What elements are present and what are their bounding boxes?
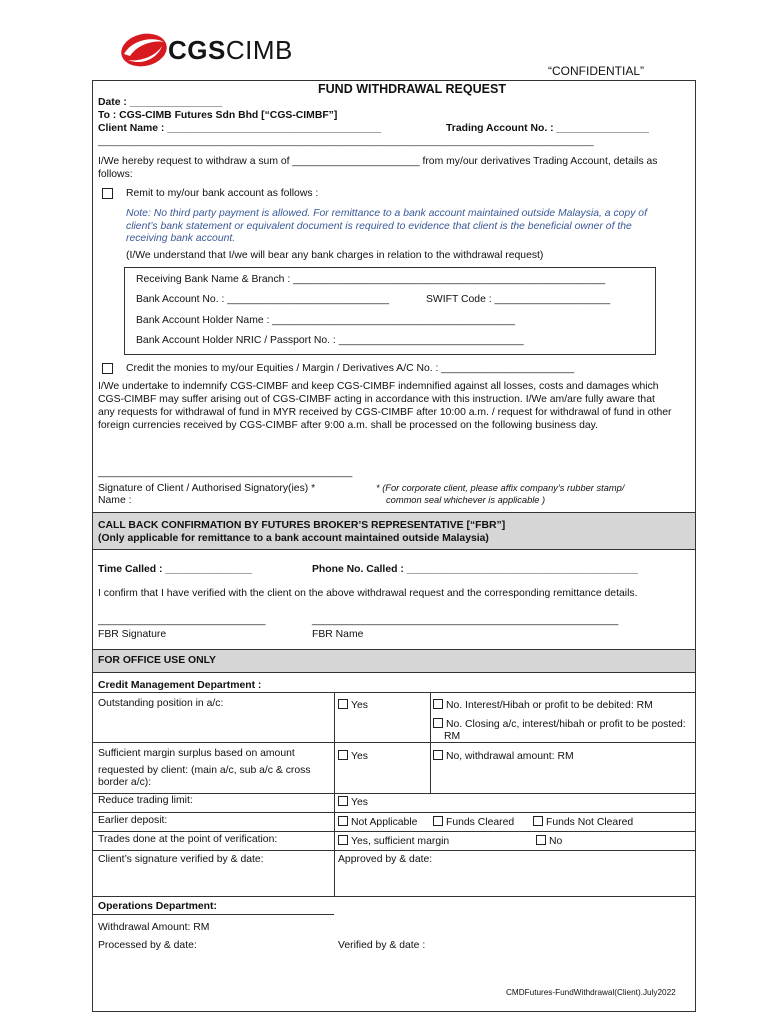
indemnity-line-3: any requests for withdrawal of fund in MYR received by CGS-CIMBF after 10:00 a.m. / request for withdrawal of fund in other: [98, 407, 672, 418]
operations-dept-title: Operations Department:: [98, 901, 217, 912]
form-code-footer: CMDFutures-FundWithdrawal(Client).July2022: [506, 988, 676, 997]
outstanding-label: Outstanding position in a/c:: [98, 698, 224, 709]
outstanding-no-closing[interactable]: [433, 718, 686, 730]
indemnity-line-2: CGS-CIMBF may suffer arising out of CGS-CIMBF acting in accordance with this instruction. I/We am/are fully aware that: [98, 394, 655, 405]
outstanding-yes-checkbox[interactable]: [338, 699, 348, 709]
to-line: To : CGS-CIMB Futures Sdn Bhd [“CGS-CIMBF”]: [98, 110, 338, 121]
trades-yes-sufficient[interactable]: [338, 835, 449, 847]
outstanding-no-interest[interactable]: [433, 699, 653, 711]
sig-verified-label: Client’s signature verified by & date:: [98, 854, 264, 865]
deposit-not-applicable[interactable]: [338, 816, 417, 828]
callback-subtitle: (Only applicable for remittance to a bank account maintained outside Malaysia): [98, 533, 489, 544]
verified-by-label: Verified by & date :: [338, 940, 426, 951]
note-line-3: receiving bank account.: [126, 233, 236, 244]
processed-by-label: Processed by & date:: [98, 940, 197, 951]
funds-cleared-label: Funds Cleared: [446, 817, 515, 828]
fbr-signature-label: FBR Signature: [98, 629, 167, 640]
swift-code-field[interactable]: SWIFT Code : ____________________: [426, 294, 611, 305]
phone-called-field[interactable]: Phone No. Called : ________________________________________: [312, 564, 638, 575]
remit-option-label: Remit to my/our bank account as follows :: [126, 188, 319, 199]
no-closing-label: No. Closing a/c, interest/hibah or profit to be posted:: [446, 719, 686, 730]
trades-no-checkbox[interactable]: [536, 835, 546, 845]
margin-yes-label: Yes: [351, 751, 368, 762]
credit-dept-title: Credit Management Department :: [98, 680, 262, 691]
corporate-note-2: common seal whichever is applicable ): [386, 495, 546, 505]
reduce-limit-label: Reduce trading limit:: [98, 795, 193, 806]
fbr-name-label: FBR Name: [312, 629, 364, 640]
fbr-confirmation: I confirm that I have verified with the client on the above withdrawal request and the corresponding remittance details.: [98, 588, 638, 599]
reduce-limit-yes[interactable]: [338, 796, 368, 808]
reduce-limit-yes-label: Yes: [351, 797, 368, 808]
no-interest-checkbox[interactable]: [433, 699, 443, 709]
note-line-2: client’s bank statement or equivalent document is required to evidence that client is the beneficial owner of the: [126, 221, 632, 232]
holder-nric-field[interactable]: Bank Account Holder NRIC / Passport No. : ________________________________: [136, 335, 524, 346]
approved-by-label: Approved by & date:: [338, 854, 433, 865]
bank-account-field[interactable]: Bank Account No. : ____________________________: [136, 294, 390, 305]
trades-no[interactable]: [536, 835, 562, 847]
trades-done-label: Trades done at the point of verification:: [98, 834, 278, 845]
withdraw-amount-field[interactable]: I/We hereby request to withdraw a sum of ______________________ from my/our derivatives Trading Account, details as: [98, 156, 658, 167]
outstanding-yes[interactable]: [338, 699, 368, 711]
separator: _________________________________________________________________________________________________: [98, 136, 594, 146]
not-applicable-checkbox[interactable]: [338, 816, 348, 826]
date-field[interactable]: Date : ________________: [98, 97, 223, 108]
margin-yes[interactable]: [338, 750, 368, 762]
trades-yes-checkbox[interactable]: [338, 835, 348, 845]
intro-follows: follows:: [98, 169, 133, 180]
signature-line[interactable]: ____________________________________________: [98, 467, 353, 478]
trades-no-label: No: [549, 836, 563, 847]
remit-checkbox[interactable]: [102, 188, 113, 199]
earlier-deposit-label: Earlier deposit:: [98, 815, 168, 826]
office-use-title: FOR OFFICE USE ONLY: [98, 655, 216, 666]
outstanding-yes-label: Yes: [351, 700, 368, 711]
bank-name-field[interactable]: Receiving Bank Name & Branch : ______________________________________________________: [136, 274, 606, 285]
callback-title: CALL BACK CONFIRMATION BY FUTURES BROKER’S REPRESENTATIVE [“FBR”]: [98, 520, 506, 531]
margin-label-3: border a/c):: [98, 777, 152, 788]
funds-not-cleared-label: Funds Not Cleared: [546, 817, 634, 828]
logo-cgs: CGS: [168, 35, 226, 65]
credit-option-field[interactable]: Credit the monies to my/our Equities / Margin / Derivatives A/C No. : _______________________: [126, 363, 575, 374]
confidential-label: “CONFIDENTIAL”: [548, 64, 644, 78]
time-called-field[interactable]: Time Called : _______________: [98, 564, 253, 575]
credit-checkbox[interactable]: [102, 363, 113, 374]
funds-not-cleared-checkbox[interactable]: [533, 816, 543, 826]
deposit-funds-cleared[interactable]: [433, 816, 514, 828]
margin-no[interactable]: [433, 750, 574, 762]
fbr-signature-line[interactable]: _____________________________: [98, 615, 266, 626]
note-line-1: Note: No third party payment is allowed. For remittance to a bank account maintained outside Malaysia, a copy of: [126, 208, 647, 219]
holder-name-field[interactable]: Bank Account Holder Name : __________________________________________: [136, 315, 516, 326]
trades-yes-label: Yes, sufficient margin: [351, 836, 450, 847]
signature-label: Signature of Client / Authorised Signatory(ies) *: [98, 483, 316, 494]
funds-cleared-checkbox[interactable]: [433, 816, 443, 826]
no-closing-rm: RM: [444, 731, 461, 742]
form-title: FUND WITHDRAWAL REQUEST: [318, 82, 506, 96]
client-name-field[interactable]: Client Name : _____________________________________: [98, 123, 382, 134]
fbr-name-line[interactable]: _____________________________________________________: [312, 615, 619, 626]
name-label: Name :: [98, 495, 132, 506]
logo-cimb: CIMB: [225, 35, 293, 65]
no-interest-label: No. Interest/Hibah or profit to be debited: RM: [446, 700, 653, 711]
bank-charges-note: (I/We understand that I/we will bear any bank charges in relation to the withdrawal request): [126, 250, 544, 261]
logo-wordmark: [168, 35, 293, 66]
margin-no-checkbox[interactable]: [433, 750, 443, 760]
margin-label-1: Sufficient margin surplus based on amount: [98, 748, 295, 759]
corporate-note-1: * (For corporate client, please affix company’s rubber stamp/: [376, 483, 625, 493]
no-closing-checkbox[interactable]: [433, 718, 443, 728]
indemnity-line-4: foreign currencies received by CGS-CIMBF after 9:00 a.m. shall be processed on the following business day.: [98, 420, 598, 431]
deposit-funds-not-cleared[interactable]: [533, 816, 633, 828]
margin-label-2: requested by client: (main a/c, sub a/c & cross: [98, 765, 311, 776]
withdrawal-amount-label: Withdrawal Amount: RM: [98, 922, 210, 933]
margin-no-label: No, withdrawal amount: RM: [446, 751, 574, 762]
margin-yes-checkbox[interactable]: [338, 750, 348, 760]
reduce-limit-checkbox[interactable]: [338, 796, 348, 806]
not-applicable-label: Not Applicable: [351, 817, 418, 828]
trading-account-field[interactable]: Trading Account No. : ________________: [446, 123, 649, 134]
indemnity-line-1: I/We undertake to indemnify CGS-CIMBF and keep CGS-CIMBF indemnified against all losses, costs and damages which: [98, 381, 659, 392]
